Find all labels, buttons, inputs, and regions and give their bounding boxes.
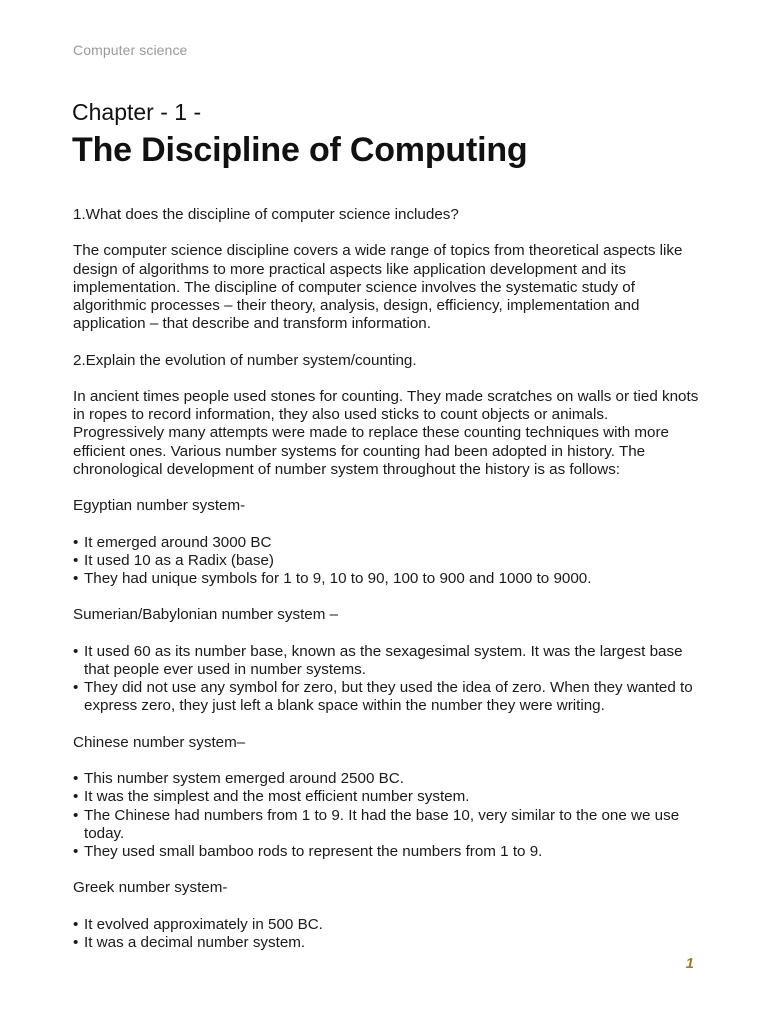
list-item-text: They used small bamboo rods to represent the numbers from 1 to 9.: [84, 842, 543, 860]
section-heading: Greek number system-: [73, 879, 228, 897]
page-number: 1: [685, 955, 694, 972]
bullet-icon: •: [73, 788, 79, 806]
list-item-text: It was a decimal number system.: [84, 933, 306, 951]
bullet-icon: •: [73, 770, 79, 788]
section-heading: Sumerian/Babylonian number system –: [73, 606, 339, 624]
section-heading: Egyptian number system-: [73, 497, 246, 515]
list-item-text: They did not use any symbol for zero, but they used the idea of zero. When they wanted to express zero, they just left a blank space within the number they were writing.: [84, 679, 693, 715]
list-item-text: It was the simplest and the most efficient number system.: [84, 788, 470, 806]
question-2: 2.Explain the evolution of number system/counting.: [73, 351, 417, 369]
list-item: [73, 788, 703, 806]
list-item-text: This number system emerged around 2500 BC.: [84, 770, 404, 788]
chapter-label: Chapter - 1 -: [72, 99, 202, 125]
bullet-list: [73, 770, 703, 861]
bullet-list: [73, 534, 703, 589]
bullet-icon: •: [73, 915, 79, 933]
bullet-icon: •: [73, 806, 79, 824]
bullet-icon: •: [73, 842, 79, 860]
list-item-text: It used 60 as its number base, known as the sexagesimal system. It was the largest base that people ever used in number systems.: [84, 642, 683, 678]
answer-2: In ancient times people used stones for counting. They made scratches on walls or tied knots in ropes to record information, they also used sticks to count objects or animals. Progressively many attempts were made to replace these counting techniques with more efficient ones. Various number systems for counting had been adopted in history. The chronological development of number system throughout the history is as follows:: [73, 387, 699, 478]
list-item: [73, 552, 703, 570]
document-body: [73, 206, 703, 970]
list-item: [73, 570, 703, 588]
bullet-icon: •: [73, 642, 79, 660]
list-item-text: It used 10 as a Radix (base): [84, 551, 274, 569]
bullet-icon: •: [73, 569, 79, 587]
bullet-icon: •: [73, 551, 79, 569]
running-header: Computer science: [73, 42, 188, 58]
list-item: [73, 679, 703, 715]
section-heading: Chinese number system–: [73, 733, 246, 751]
bullet-icon: •: [73, 679, 79, 697]
section-greek: [73, 879, 703, 952]
answer-1: The computer science discipline covers a wide range of topics from theoretical aspects like design of algorithms to more practical aspects like application development and its implementation. The discipline of computer science involves the systematic study of algorithmic processes – their theory, analysis, design, efficiency, implementation and application – that describe and transform information.: [73, 242, 683, 333]
list-item: [73, 770, 703, 788]
chapter-title: The Discipline of Computing: [72, 131, 528, 169]
bullet-icon: •: [73, 933, 79, 951]
list-item: [73, 807, 703, 843]
list-item: [73, 916, 703, 934]
section-sumerian: [73, 606, 703, 715]
list-item: [73, 534, 703, 552]
bullet-list: [73, 916, 703, 952]
list-item: [73, 934, 703, 952]
list-item-text: It emerged around 3000 BC: [84, 533, 272, 551]
list-item-text: They had unique symbols for 1 to 9, 10 to 90, 100 to 900 and 1000 to 9000.: [84, 569, 592, 587]
section-egyptian: [73, 497, 703, 588]
bullet-icon: •: [73, 533, 79, 551]
list-item-text: The Chinese had numbers from 1 to 9. It had the base 10, very similar to the one we use today.: [84, 806, 680, 842]
bullet-list: [73, 643, 703, 716]
list-item-text: It evolved approximately in 500 BC.: [84, 915, 323, 933]
list-item: [73, 643, 703, 679]
section-chinese: [73, 734, 703, 861]
list-item: [73, 843, 703, 861]
question-1: 1.What does the discipline of computer science includes?: [73, 206, 459, 223]
